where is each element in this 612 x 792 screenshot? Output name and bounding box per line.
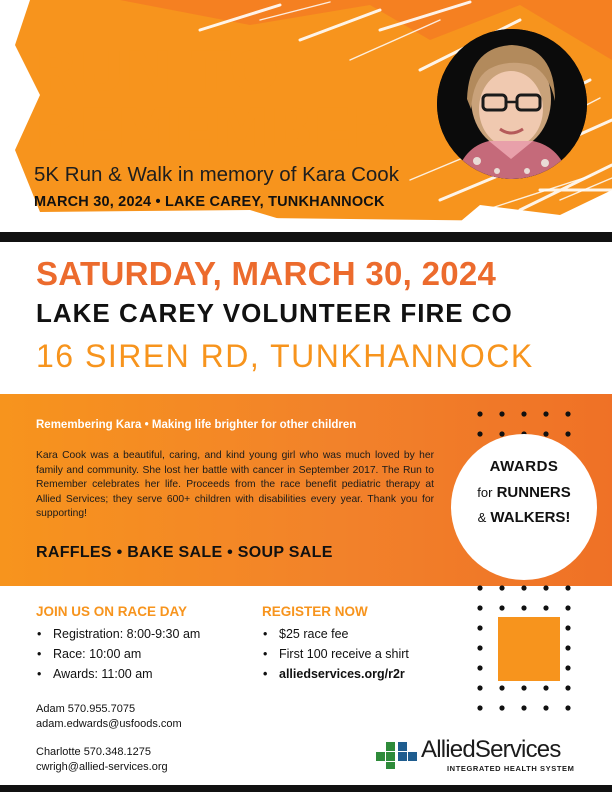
event-dateline: MARCH 30, 2024 • LAKE CAREY, TUNKHANNOCK [34, 194, 385, 210]
contact-charlotte [36, 745, 168, 775]
register-list [262, 624, 409, 684]
badge-for-word: for [477, 485, 493, 500]
race-day-list [36, 624, 200, 684]
list-item: • Awards: 11:00 am [36, 664, 200, 684]
event-address: 16 SIREN RD, TUNKHANNOCK [36, 338, 534, 374]
event-details [0, 242, 612, 394]
top-divider [0, 232, 612, 242]
event-date: SATURDAY, MARCH 30, 2024 [36, 255, 497, 292]
logo-cross-icon [376, 739, 418, 769]
about-tagline: Remembering Kara • Making life brighter for other children [36, 419, 357, 431]
badge-walkers-line [451, 509, 597, 526]
event-title-line-1: RUN TO [34, 40, 279, 103]
logo-name: AlliedServices [421, 736, 561, 763]
register-link[interactable]: • alliedservices.org/r2r [262, 664, 409, 684]
list-item: • Race: 10:00 am [36, 644, 200, 664]
contact-email[interactable]: adam.edwards@usfoods.com [36, 718, 182, 730]
list-item: • $25 race fee [262, 624, 409, 644]
badge-runners-line [451, 484, 597, 501]
awards-badge [451, 434, 597, 580]
badge-walkers-text: WALKERS! [490, 509, 571, 526]
header [0, 0, 612, 232]
badge-runners-text: RUNNERS [496, 484, 571, 501]
event-extras: RAFFLES • BAKE SALE • SOUP SALE [36, 544, 333, 561]
list-item: • First 100 receive a shirt [262, 644, 409, 664]
contact-phone: Adam 570.955.7075 [36, 703, 136, 715]
race-day-heading: JOIN US ON RACE DAY [36, 604, 188, 619]
contact-adam [36, 702, 182, 732]
decorative-orange-square [498, 617, 560, 681]
contact-phone: Charlotte 570.348.1275 [36, 746, 151, 758]
badge-awards-text: AWARDS [489, 458, 559, 475]
list-item: • Registration: 8:00-9:30 am [36, 624, 200, 644]
register-heading: REGISTER NOW [262, 604, 368, 619]
event-title-line-2: REMEMBER [34, 97, 396, 160]
event-venue: LAKE CAREY VOLUNTEER FIRE CO [36, 298, 513, 328]
event-subtitle: 5K Run & Walk in memory of Kara Cook [34, 163, 399, 186]
portrait-photo [437, 29, 587, 179]
bottom-divider [0, 785, 612, 792]
contact-email[interactable]: cwrigh@allied-services.org [36, 761, 168, 773]
about-story: Kara Cook was a beautiful, caring, and kind young girl who was much loved by her family and community. She lost her battle with cancer in September 2017. The Run to Remember celebrates her life. Proceeds from the race benefit pediatric therapy at Allied Services; they serve 600+ children with disabilities every year. Thank you for supporting! [36, 450, 434, 520]
allied-services-logo [376, 737, 588, 777]
badge-amp: & [477, 510, 487, 525]
logo-subtitle: INTEGRATED HEALTH SYSTEM [447, 764, 575, 773]
